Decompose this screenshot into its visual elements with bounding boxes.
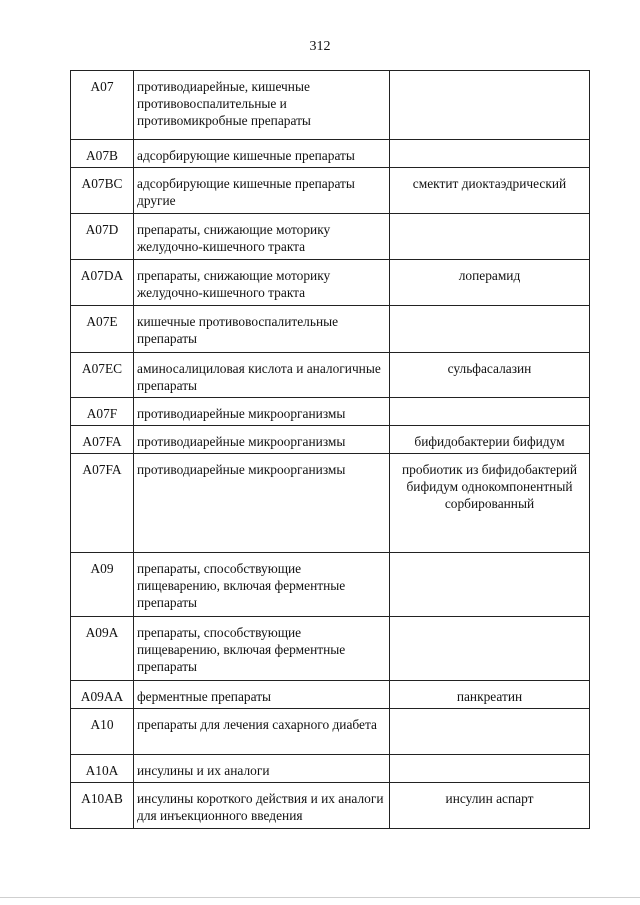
- drug-name-cell: [390, 398, 590, 426]
- table-row: [71, 617, 590, 681]
- atc-code-cell: A07: [71, 71, 134, 140]
- group-name-cell: аминосалициловая кислота и аналогичные препараты: [134, 353, 390, 398]
- table-row: [71, 71, 590, 140]
- atc-code-cell: A07D: [71, 214, 134, 260]
- group-name-cell: инсулины и их аналоги: [134, 755, 390, 783]
- drug-name-cell: [390, 709, 590, 755]
- drug-name-cell: сульфасалазин: [390, 353, 590, 398]
- drug-name-cell: [390, 71, 590, 140]
- group-name-cell: противодиарейные микроорганизмы: [134, 454, 390, 553]
- group-name-cell: препараты, способствующие пищеварению, включая ферментные препараты: [134, 617, 390, 681]
- drug-name-cell: панкреатин: [390, 681, 590, 709]
- atc-code-cell: A09: [71, 553, 134, 617]
- group-name-cell: ферментные препараты: [134, 681, 390, 709]
- table-row: [71, 755, 590, 783]
- table-row: [71, 168, 590, 214]
- table-row: [71, 553, 590, 617]
- atc-code-cell: A07E: [71, 306, 134, 353]
- drug-name-cell: [390, 306, 590, 353]
- group-name-cell: препараты, способствующие пищеварению, включая ферментные препараты: [134, 553, 390, 617]
- group-name-cell: адсорбирующие кишечные препараты другие: [134, 168, 390, 214]
- table-row: [71, 398, 590, 426]
- table-row: [71, 353, 590, 398]
- group-name-cell: инсулины короткого действия и их аналоги для инъекционного введения: [134, 783, 390, 829]
- group-name-cell: противодиарейные микроорганизмы: [134, 426, 390, 454]
- atc-code-cell: A07FA: [71, 426, 134, 454]
- drug-name-cell: лоперамид: [390, 260, 590, 306]
- group-name-cell: противодиарейные микроорганизмы: [134, 398, 390, 426]
- drug-name-cell: инсулин аспарт: [390, 783, 590, 829]
- drug-name-cell: [390, 214, 590, 260]
- drug-name-cell: бифидобактерии бифидум: [390, 426, 590, 454]
- atc-code-cell: A10: [71, 709, 134, 755]
- drug-classification-table: [70, 70, 590, 829]
- drug-name-cell: [390, 553, 590, 617]
- group-name-cell: кишечные противовоспалительные препараты: [134, 306, 390, 353]
- atc-code-cell: A09A: [71, 617, 134, 681]
- atc-code-cell: A07DA: [71, 260, 134, 306]
- page-number: 312: [309, 39, 331, 54]
- atc-code-cell: A07BC: [71, 168, 134, 214]
- group-name-cell: противодиарейные, кишечные противовоспалительные и противомикробные препараты: [134, 71, 390, 140]
- atc-code-cell: A09AA: [71, 681, 134, 709]
- group-name-cell: препараты, снижающие моторику желудочно-кишечного тракта: [134, 214, 390, 260]
- scan-bottom-edge: [0, 897, 640, 898]
- table-row: [71, 783, 590, 829]
- drug-name-cell: [390, 755, 590, 783]
- table-row: [71, 426, 590, 454]
- table-row: [71, 454, 590, 553]
- atc-code-cell: A07B: [71, 140, 134, 168]
- table-row: [71, 709, 590, 755]
- drug-name-cell: [390, 617, 590, 681]
- table-row: [71, 306, 590, 353]
- table-row: [71, 214, 590, 260]
- atc-code-cell: A07F: [71, 398, 134, 426]
- group-name-cell: препараты, снижающие моторику желудочно-кишечного тракта: [134, 260, 390, 306]
- atc-code-cell: A07FA: [71, 454, 134, 553]
- group-name-cell: адсорбирующие кишечные препараты: [134, 140, 390, 168]
- drug-name-cell: пробиотик из бифидобактерий бифидум однокомпонентный сорбированный: [390, 454, 590, 553]
- table-row: [71, 681, 590, 709]
- atc-code-cell: A07EC: [71, 353, 134, 398]
- drug-name-cell: смектит диоктаэдрический: [390, 168, 590, 214]
- drug-name-cell: [390, 140, 590, 168]
- table-row: [71, 140, 590, 168]
- group-name-cell: препараты для лечения сахарного диабета: [134, 709, 390, 755]
- atc-code-cell: A10AB: [71, 783, 134, 829]
- atc-code-cell: A10A: [71, 755, 134, 783]
- table-row: [71, 260, 590, 306]
